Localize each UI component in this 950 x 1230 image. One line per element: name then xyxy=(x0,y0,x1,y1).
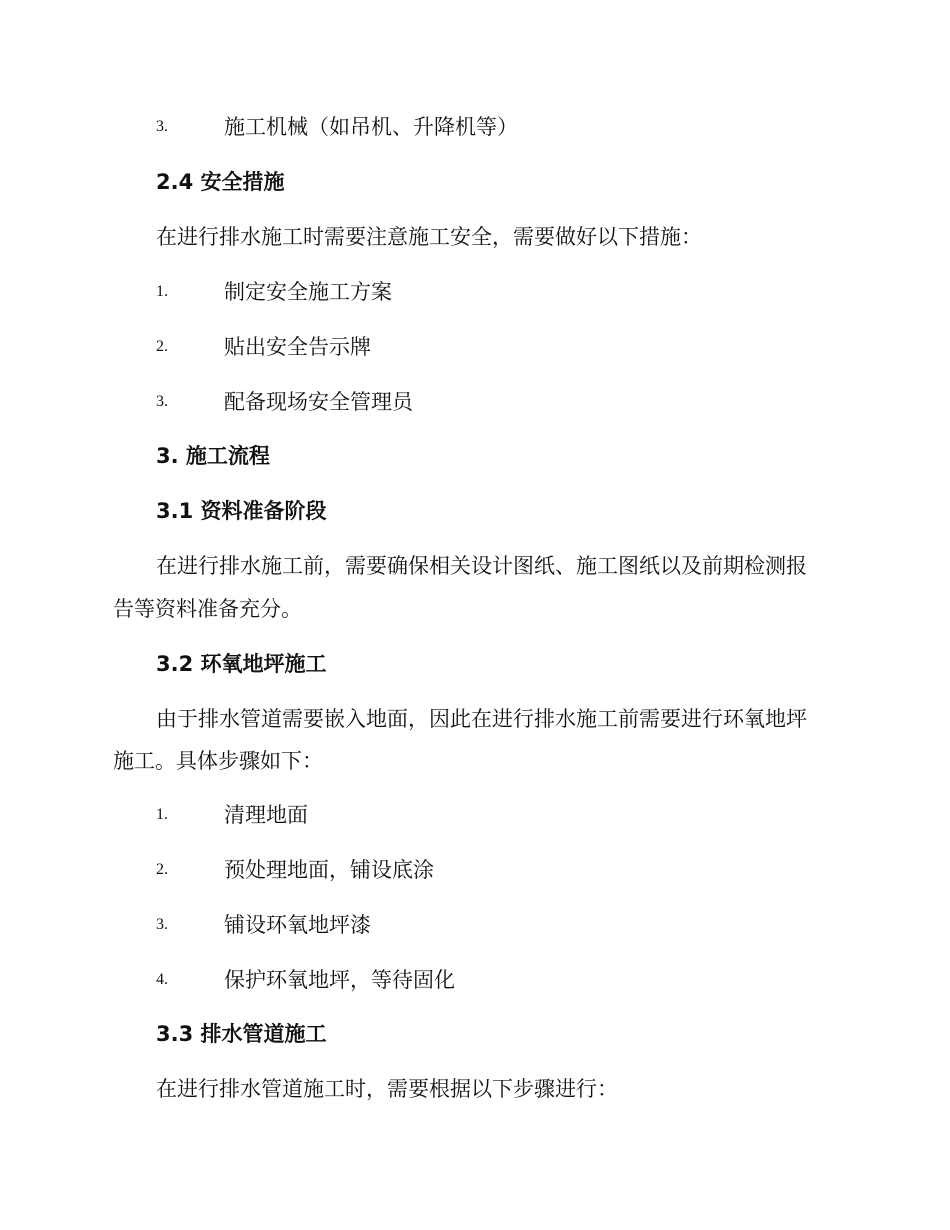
paragraph-line: 告等资料准备充分。 xyxy=(113,597,302,621)
list-number: 3. xyxy=(156,916,168,933)
paragraph-line: 在进行排水施工前，需要确保相关设计图纸、施工图纸以及前期检测报 xyxy=(156,554,807,578)
list-text: 保护环氧地坪，等待固化 xyxy=(224,968,455,992)
paragraph-line: 由于排水管道需要嵌入地面，因此在进行排水施工前需要进行环氧地坪 xyxy=(156,707,807,731)
section-heading-3-2: 3.2 环氧地坪施工 xyxy=(156,652,327,676)
list-number: 1. xyxy=(156,283,168,300)
list-text: 铺设环氧地坪漆 xyxy=(224,913,371,937)
section-heading-3-1: 3.1 资料准备阶段 xyxy=(156,499,327,523)
section-heading-3: 3. 施工流程 xyxy=(156,444,270,468)
list-number: 2. xyxy=(156,861,168,878)
list-text: 施工机械（如吊机、升降机等） xyxy=(224,115,518,139)
list-number: 1. xyxy=(156,806,168,823)
list-text: 制定安全施工方案 xyxy=(224,280,392,304)
list-text: 预处理地面，铺设底涂 xyxy=(224,858,434,882)
section-heading-2-4: 2.4 安全措施 xyxy=(156,170,285,194)
section-heading-3-3: 3.3 排水管道施工 xyxy=(156,1022,327,1046)
paragraph: 在进行排水管道施工时，需要根据以下步骤进行： xyxy=(156,1077,618,1101)
list-number: 4. xyxy=(156,971,168,988)
list-text: 清理地面 xyxy=(224,803,308,827)
paragraph-line: 施工。具体步骤如下： xyxy=(113,749,323,773)
list-text: 配备现场安全管理员 xyxy=(224,390,413,414)
list-number: 3. xyxy=(156,393,168,410)
list-number: 3. xyxy=(156,118,168,135)
list-text: 贴出安全告示牌 xyxy=(224,335,371,359)
paragraph: 在进行排水施工时需要注意施工安全，需要做好以下措施： xyxy=(156,225,702,249)
list-number: 2. xyxy=(156,338,168,355)
